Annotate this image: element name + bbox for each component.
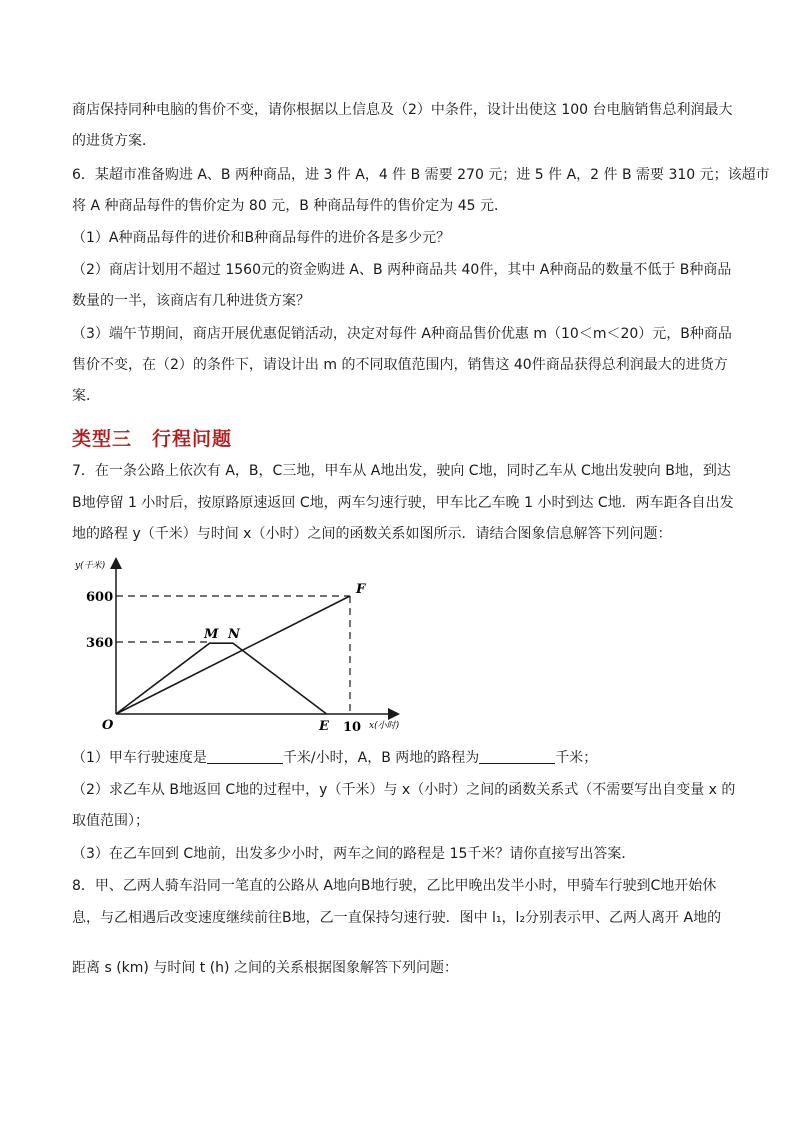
q7-line-1: 7．在一条公路上依次有 A，B，C三地，甲车从 A地出发，驶向 C地，同时乙车从 C地出发驶向 B地，到达: [72, 463, 731, 479]
point-label-m: M: [204, 627, 219, 642]
q7-part-1: [72, 748, 732, 768]
q6-part-1: （1）A种商品每件的进价和B种商品每件的进价各是多少元？: [72, 230, 451, 246]
q6-part-3c: 案．: [72, 388, 100, 404]
point-label-e: E: [319, 719, 329, 734]
q6-line-1: 6．某超市准备购进 A、B 两种商品，进 3 件 A，4 件 B 需要 270 元；进 5 件 A，2 件 B 需要 310 元；该超市: [72, 167, 770, 183]
intro-line-2: 的进货方案．: [72, 133, 156, 149]
y-axis-label: y(千米): [75, 561, 106, 571]
q7-part-1-mid: 千米/小时，A，B 两地的路程为: [282, 750, 480, 766]
q7-line-2: B地停留 1 小时后，按原路原速返回 C地，两车匀速行驶，甲车比乙车晚 1 小时到达 C地．两车距各自出发: [72, 495, 734, 511]
y-tick-600: 600: [86, 590, 114, 605]
q8-line-2: 息，与乙相遇后改变速度继续前往B地，乙一直保持匀速行驶．图中 l₁，l₂分别表示甲、乙两人离开 A地的: [72, 910, 722, 926]
answer-blank-speed[interactable]: [207, 749, 283, 764]
x-axis-label: x(小时): [369, 721, 400, 731]
q6-part-2a: （2）商店计划用不超过 1560元的资金购进 A、B 两种商品共 40件，其中 A种商品的数量不低于 B种商品: [72, 262, 732, 278]
q7-part-2a: （2）求乙车从 B地返回 C地的过程中，y（千米）与 x（小时）之间的函数关系式（不需要写出自变量 x 的: [72, 782, 736, 798]
point-label-n: N: [228, 627, 240, 642]
series-yi-line: [116, 643, 327, 714]
series-jia-line: [116, 596, 350, 714]
answer-blank-distance[interactable]: [479, 749, 555, 764]
y-tick-360: 360: [86, 636, 114, 651]
q6-line-2: 将 A 种商品每件的售价定为 80 元，B 种商品每件的售价定为 45 元．: [72, 198, 508, 214]
point-label-o: O: [102, 718, 114, 733]
point-label-f: F: [356, 582, 366, 597]
q6-part-3a: （3）端午节期间，商店开展优惠促销活动，决定对每件 A种商品售价优惠 m（10＜m＜20）元，B种商品: [72, 326, 732, 342]
q7-part-1-pre: （1）甲车行驶速度是: [72, 750, 207, 766]
q7-part-3: （3）在乙车回到 C地前，出发多少小时，两车之间的路程是 15千米？请你直接写出答案．: [72, 846, 636, 862]
q7-part-2b: 取值范围）；: [72, 813, 149, 829]
q8-line-3: 距离 s (km) 与时间 t (h) 之间的关系根据图象解答下列问题：: [72, 960, 458, 976]
q8-line-1: 8．甲、乙两人骑车沿同一笔直的公路从 A地向B地行驶，乙比甲晚出发半小时，甲骑车行驶到C地开始休: [72, 878, 717, 894]
intro-line-1: 商店保持同种电脑的售价不变，请你根据以上信息及（2）中条件，设计出使这 100 台电脑销售总利润最大: [72, 102, 733, 118]
q7-part-1-post: 千米；: [555, 750, 598, 766]
q6-part-2b: 数量的一半，该商店有几种进货方案？: [72, 293, 310, 309]
x-tick-10: 10: [343, 720, 362, 735]
distance-time-chart: [72, 552, 412, 742]
q6-part-3b: 售价不变，在（2）的条件下，请设计出 m 的不同取值范围内，销售这 40件商品获得总利润最大的进货方: [72, 357, 728, 373]
q7-line-3: 地的路程 y（千米）与时间 x（小时）之间的函数关系如图所示．请结合图象信息解答下列问题：: [72, 526, 672, 542]
section-heading: 类型三 行程问题: [72, 428, 233, 450]
